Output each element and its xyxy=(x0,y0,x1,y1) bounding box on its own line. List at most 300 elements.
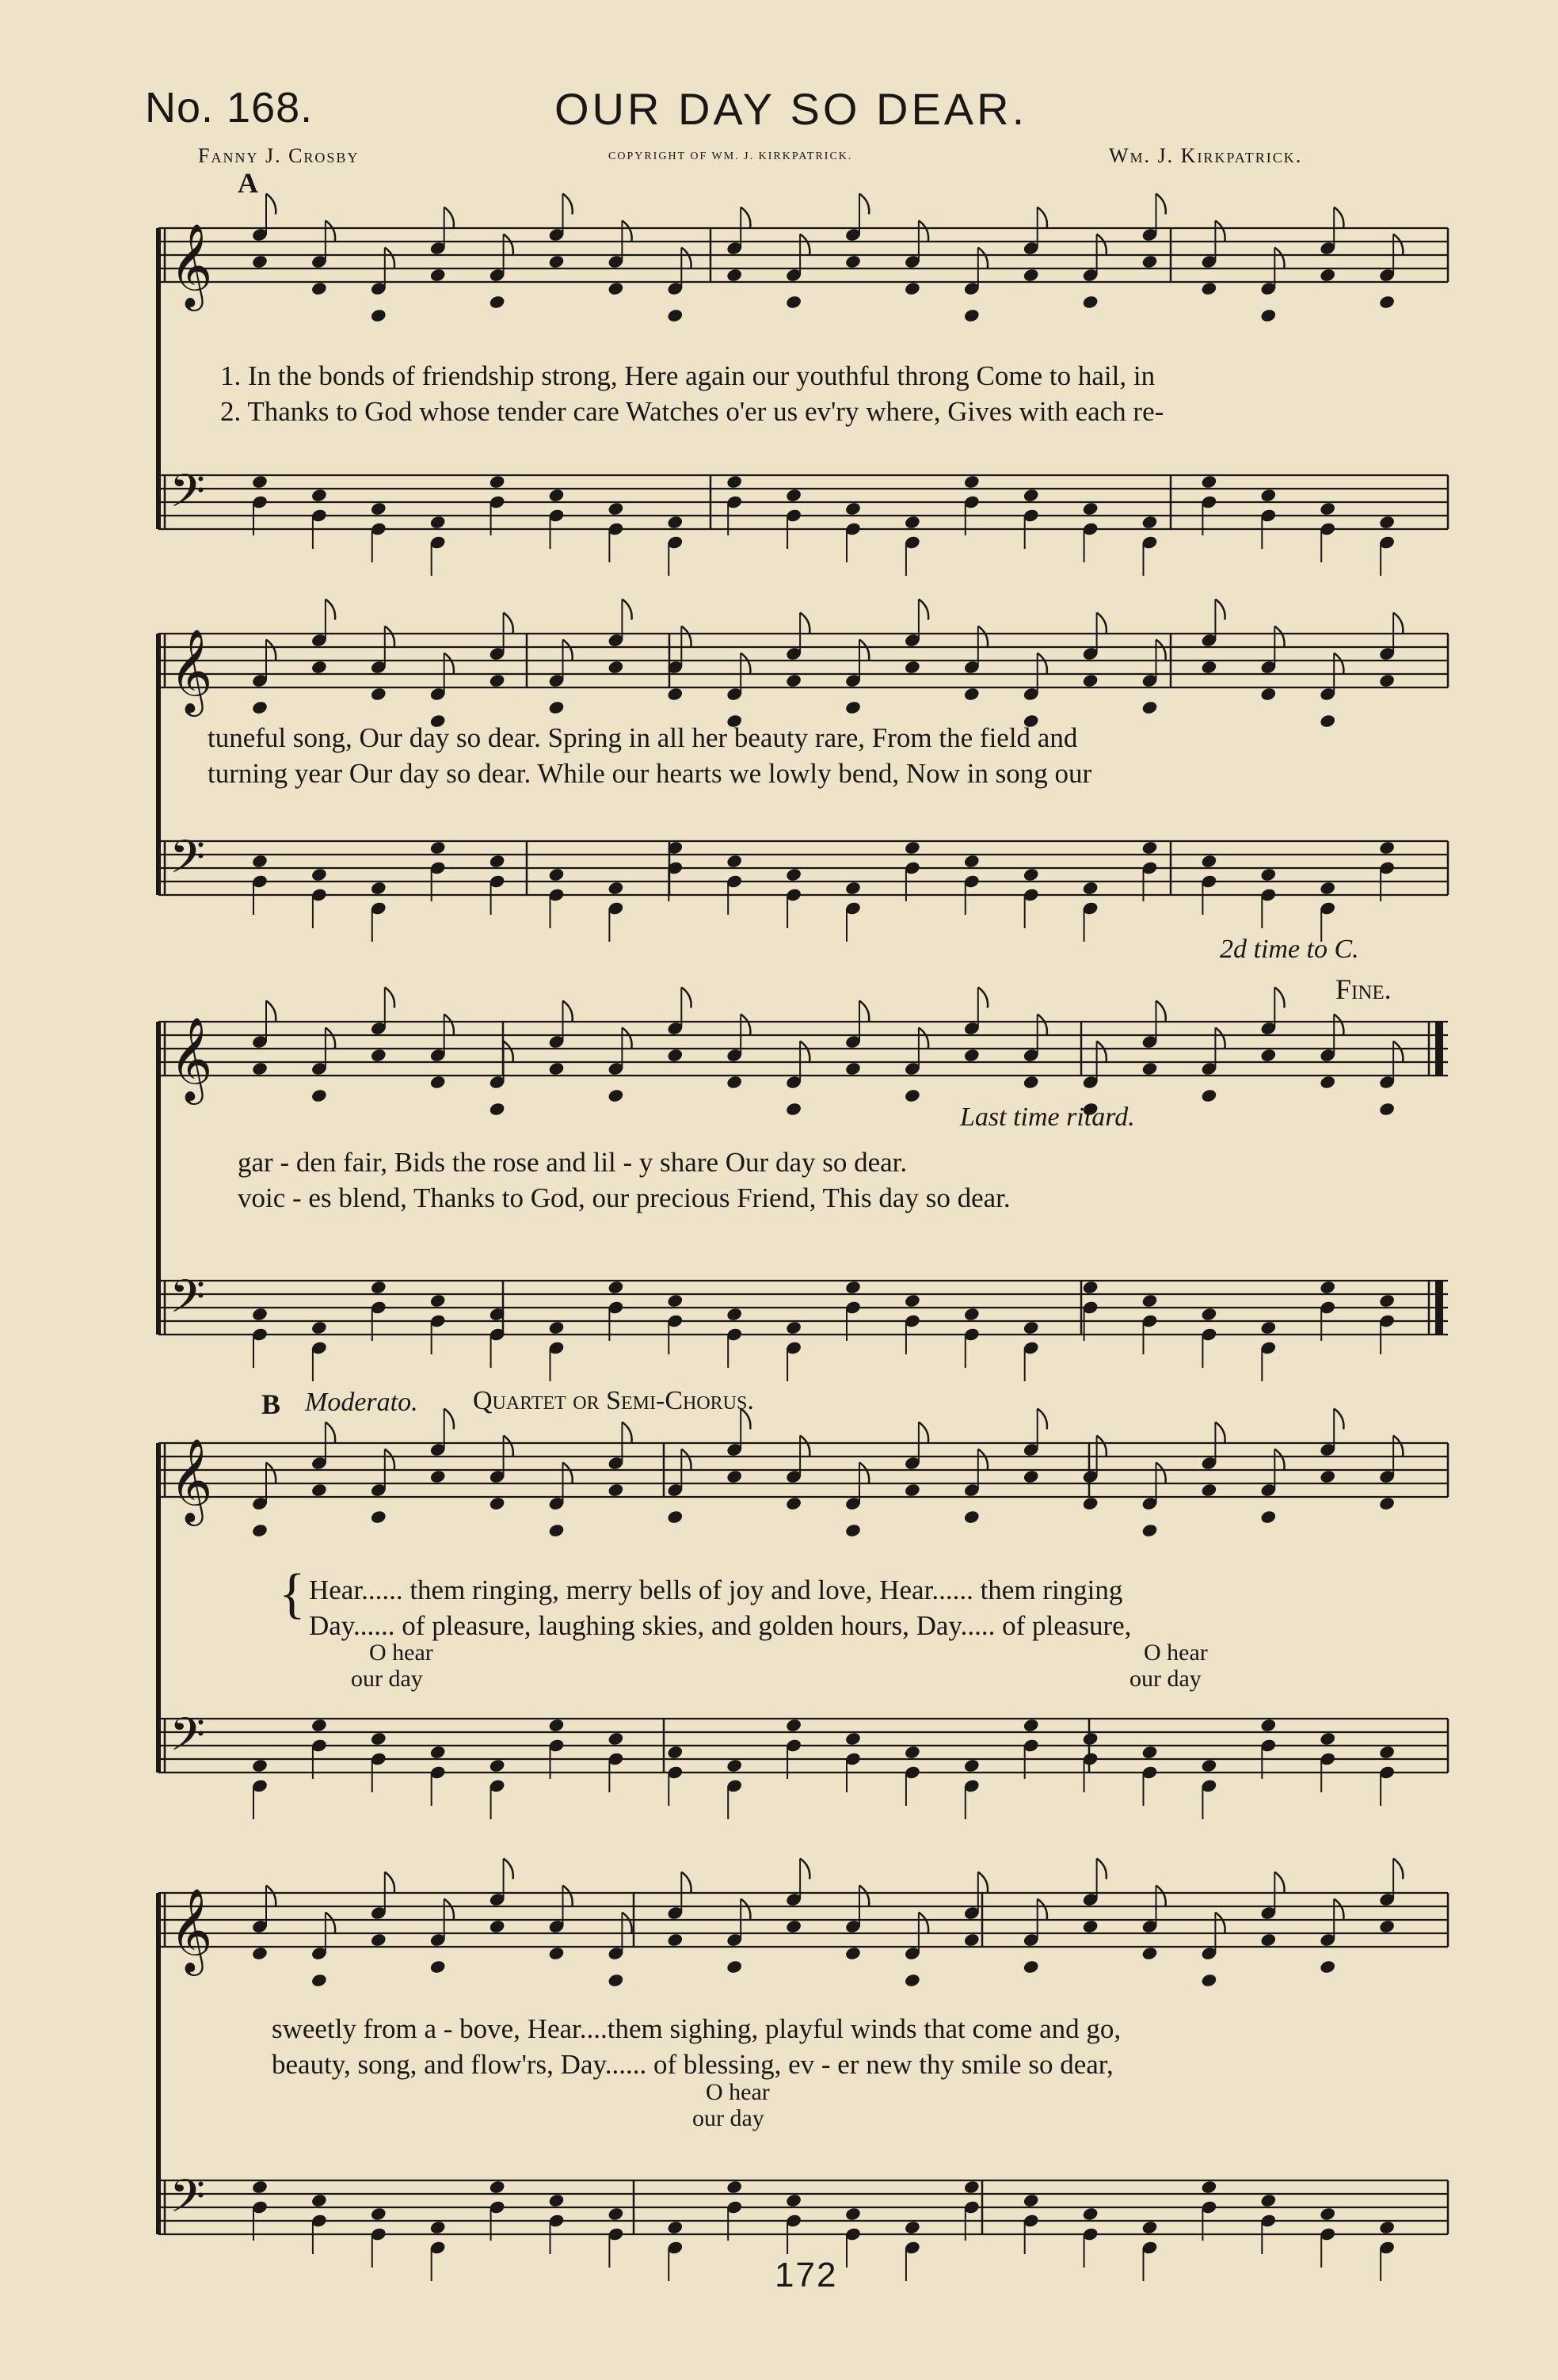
note-head xyxy=(904,515,921,530)
note-head xyxy=(251,854,269,869)
note-head xyxy=(548,1061,566,1076)
note-head xyxy=(310,867,328,882)
note-head xyxy=(904,1745,921,1760)
note-head xyxy=(1378,2220,1396,2235)
note-head xyxy=(608,501,625,516)
note-head xyxy=(1082,501,1099,516)
note-head xyxy=(251,2180,269,2195)
note-head xyxy=(489,295,506,310)
note-head xyxy=(844,2207,862,2222)
note-flag xyxy=(1215,1028,1225,1049)
note-head xyxy=(1141,700,1159,715)
note-head xyxy=(1319,2207,1336,2222)
note-head xyxy=(963,1510,981,1525)
note-head xyxy=(1378,673,1396,688)
note-flag xyxy=(622,221,631,242)
note-head xyxy=(370,308,387,323)
bass-clef-icon: 𝄢 xyxy=(170,2169,206,2234)
note-flag xyxy=(919,600,928,620)
note-head xyxy=(726,1758,743,1773)
note-head xyxy=(1082,295,1099,310)
lyric-line-5-verse-2: beauty, song, and flow'rs, Day...... of blessing, ev - er new thy smile so dear, xyxy=(272,2049,1114,2080)
note-head xyxy=(785,1919,802,1934)
note-flag xyxy=(1393,234,1403,255)
note-flag xyxy=(1274,248,1284,268)
note-head xyxy=(726,1307,743,1322)
note-head xyxy=(1259,488,1277,503)
note-head xyxy=(251,700,269,715)
note-head xyxy=(1082,881,1099,896)
note-flag xyxy=(622,1028,631,1049)
note-head xyxy=(785,1496,802,1511)
hymn-number: No. 168. xyxy=(145,84,314,131)
last-time-ritard: Last time ritard. xyxy=(960,1102,1135,1132)
lyric-line-4-verse-2: Day...... of pleasure, laughing skies, and golden hours, Day..... of pleasure, xyxy=(309,1610,1132,1641)
note-flag xyxy=(919,1028,928,1049)
note-head xyxy=(608,1731,625,1746)
note-head xyxy=(251,1061,269,1076)
note-flag xyxy=(1334,208,1343,228)
note-head xyxy=(1259,2193,1277,2208)
note-head xyxy=(1319,1959,1336,1974)
note-head xyxy=(429,1959,447,1974)
lyricist-credit: Fanny J. Crosby xyxy=(198,144,360,167)
note-head xyxy=(726,268,743,283)
note-head xyxy=(608,281,625,296)
note-flag xyxy=(978,626,988,647)
note-head xyxy=(844,881,862,896)
note-head xyxy=(1378,1102,1396,1117)
note-flag xyxy=(1215,1913,1225,1933)
note-head xyxy=(963,854,981,869)
note-flag xyxy=(1156,194,1166,215)
note-flag xyxy=(800,1041,809,1062)
note-head xyxy=(1082,2207,1099,2222)
note-flag xyxy=(1097,1859,1107,1879)
note-head xyxy=(785,867,802,882)
note-head xyxy=(370,881,387,896)
note-head xyxy=(429,1293,447,1308)
note-head xyxy=(310,660,328,675)
note-flag xyxy=(1274,988,1284,1008)
note-flag xyxy=(444,1409,454,1430)
note-head xyxy=(310,281,328,296)
note-head xyxy=(1023,1959,1040,1974)
note-head xyxy=(726,2180,743,2195)
note-head xyxy=(548,254,566,269)
note-flag xyxy=(444,1015,454,1035)
treble-clef-icon: 𝄞 xyxy=(170,1887,213,1972)
note-flag xyxy=(1334,653,1343,674)
note-head xyxy=(904,1088,921,1103)
note-head xyxy=(548,1320,566,1335)
note-flag xyxy=(504,234,513,255)
note-head xyxy=(1259,1048,1277,1063)
note-head xyxy=(785,295,802,310)
note-head xyxy=(608,1088,625,1103)
note-head xyxy=(370,1048,387,1063)
note-head xyxy=(429,1469,447,1484)
note-head xyxy=(370,1280,387,1295)
note-flag xyxy=(978,1872,988,1893)
note-head xyxy=(666,1510,684,1525)
bass-clef-icon: 𝄢 xyxy=(170,1270,206,1335)
note-head xyxy=(251,1307,269,1322)
bass-clef-icon: 𝄢 xyxy=(170,1708,206,1773)
note-head xyxy=(310,488,328,503)
treble-clef-icon: 𝄞 xyxy=(170,223,213,307)
note-head xyxy=(1141,2220,1159,2235)
note-flag xyxy=(1097,234,1107,255)
note-head xyxy=(963,1048,981,1063)
note-flag xyxy=(266,1463,276,1483)
note-head xyxy=(370,501,387,516)
tempo-marking: Moderato. xyxy=(305,1388,418,1417)
note-head xyxy=(1378,1496,1396,1511)
note-flag xyxy=(385,1872,394,1893)
echo-text: O hear xyxy=(706,2079,770,2105)
note-head xyxy=(370,1731,387,1746)
note-head xyxy=(1082,1496,1099,1511)
note-head xyxy=(1319,501,1336,516)
note-head xyxy=(1319,1075,1336,1090)
note-head xyxy=(963,1758,981,1773)
note-head xyxy=(1141,840,1159,855)
note-head xyxy=(1141,1946,1159,1961)
note-head xyxy=(1023,867,1040,882)
note-head xyxy=(548,1946,566,1961)
note-head xyxy=(844,254,862,269)
note-head xyxy=(1141,515,1159,530)
note-flag xyxy=(504,1436,513,1457)
note-head xyxy=(1259,308,1277,323)
note-head xyxy=(1319,268,1336,283)
note-head xyxy=(489,673,506,688)
note-flag xyxy=(444,1899,454,1920)
note-flag xyxy=(859,1463,869,1483)
note-head xyxy=(489,1102,506,1117)
bass-clef-icon: 𝄢 xyxy=(170,464,206,529)
note-head xyxy=(1023,1075,1040,1090)
note-head xyxy=(1319,1469,1336,1484)
lyric-line-2-verse-1: tuneful song, Our day so dear. Spring in all her beauty rare, From the field and xyxy=(208,722,1078,753)
note-head xyxy=(608,1483,625,1498)
note-flag xyxy=(326,1913,335,1933)
note-head xyxy=(726,1959,743,1974)
note-head xyxy=(726,1075,743,1090)
note-head xyxy=(904,660,921,675)
note-head xyxy=(489,474,506,489)
note-flag xyxy=(741,208,750,228)
note-flag xyxy=(1274,1449,1284,1470)
note-flag xyxy=(444,208,454,228)
note-flag xyxy=(919,221,928,242)
note-head xyxy=(844,1731,862,1746)
note-head xyxy=(963,474,981,489)
note-head xyxy=(548,1523,566,1538)
note-head xyxy=(370,1510,387,1525)
note-head xyxy=(370,687,387,702)
note-head xyxy=(904,2220,921,2235)
note-head xyxy=(1259,1510,1277,1525)
note-head xyxy=(1201,1973,1218,1988)
composer-credit: Wm. J. Kirkpatrick. xyxy=(1109,144,1303,167)
note-head xyxy=(251,1523,269,1538)
note-head xyxy=(1201,1483,1218,1498)
note-head xyxy=(251,1758,269,1773)
note-head xyxy=(548,700,566,715)
note-flag xyxy=(1156,1001,1166,1022)
note-head xyxy=(548,1718,566,1733)
note-flag xyxy=(385,248,394,268)
note-flag xyxy=(741,1015,750,1035)
note-flag xyxy=(1215,1422,1225,1443)
lyric-line-5-verse-1: sweetly from a - bove, Hear....them sighing, playful winds that come and go, xyxy=(272,2013,1122,2044)
note-head xyxy=(429,840,447,855)
note-flag xyxy=(1334,1015,1343,1035)
note-head xyxy=(785,1102,802,1117)
note-head xyxy=(608,881,625,896)
note-head xyxy=(844,1280,862,1295)
note-head xyxy=(844,1523,862,1538)
note-head xyxy=(1319,881,1336,896)
note-head xyxy=(1082,1731,1099,1746)
note-head xyxy=(1201,1758,1218,1773)
note-head xyxy=(1141,1061,1159,1076)
note-head xyxy=(666,687,684,702)
note-head xyxy=(310,1718,328,1733)
note-flag xyxy=(741,653,750,674)
echo-text: our day xyxy=(1129,1666,1202,1692)
note-head xyxy=(1259,687,1277,702)
note-head xyxy=(904,840,921,855)
note-head xyxy=(310,1320,328,1335)
note-head xyxy=(726,854,743,869)
note-head xyxy=(1023,1718,1040,1733)
note-head xyxy=(963,1933,981,1948)
note-flag xyxy=(385,626,394,647)
note-head xyxy=(785,2193,802,2208)
note-flag xyxy=(622,1913,631,1933)
note-head xyxy=(1141,1745,1159,1760)
note-head xyxy=(963,2180,981,2195)
note-head xyxy=(1201,854,1218,869)
note-flag xyxy=(1097,1041,1107,1062)
note-flag xyxy=(504,1041,513,1062)
performance-direction: Quartet or Semi-Chorus. xyxy=(473,1386,754,1415)
note-head xyxy=(1023,1320,1040,1335)
note-head xyxy=(726,474,743,489)
note-flag xyxy=(1038,1409,1047,1430)
note-flag xyxy=(978,1449,988,1470)
note-flag xyxy=(1334,1899,1343,1920)
note-head xyxy=(1201,660,1218,675)
note-head xyxy=(1319,1280,1336,1295)
note-head xyxy=(1201,2180,1218,2195)
note-head xyxy=(370,2207,387,2222)
note-head xyxy=(666,2220,684,2235)
note-head xyxy=(489,1496,506,1511)
note-head xyxy=(310,1483,328,1498)
page-number: 172 xyxy=(775,2256,838,2294)
note-head xyxy=(904,1973,921,1988)
note-flag xyxy=(1038,653,1047,674)
note-flag xyxy=(1393,613,1403,634)
note-head xyxy=(963,308,981,323)
note-head xyxy=(489,1919,506,1934)
note-head xyxy=(1201,1088,1218,1103)
note-head xyxy=(608,1280,625,1295)
note-head xyxy=(785,488,802,503)
note-head xyxy=(310,1088,328,1103)
note-head xyxy=(548,488,566,503)
note-flag xyxy=(444,653,454,674)
note-flag xyxy=(1097,613,1107,634)
note-head xyxy=(844,1061,862,1076)
note-flag xyxy=(1274,1872,1284,1893)
note-flag xyxy=(859,1886,869,1906)
note-flag xyxy=(266,640,276,661)
note-head xyxy=(1201,474,1218,489)
note-head xyxy=(251,1946,269,1961)
note-flag xyxy=(859,1001,869,1022)
note-head xyxy=(548,2193,566,2208)
echo-text: O hear xyxy=(1144,1639,1208,1666)
echo-text: O hear xyxy=(369,1639,433,1666)
note-flag xyxy=(504,613,513,634)
note-flag xyxy=(1038,1899,1047,1920)
treble-clef-icon: 𝄞 xyxy=(170,628,213,713)
note-head xyxy=(608,660,625,675)
note-flag xyxy=(1215,221,1225,242)
note-flag xyxy=(800,234,809,255)
note-flag xyxy=(978,988,988,1008)
note-head xyxy=(1201,281,1218,296)
note-head xyxy=(726,1469,743,1484)
note-head xyxy=(1378,1919,1396,1934)
note-head xyxy=(608,1973,625,1988)
note-flag xyxy=(681,248,691,268)
note-flag xyxy=(859,640,869,661)
note-head xyxy=(666,1933,684,1948)
note-flag xyxy=(1156,1886,1166,1906)
note-flag xyxy=(859,194,869,215)
note-flag xyxy=(681,626,691,647)
note-head xyxy=(1141,1293,1159,1308)
lyric-line-3-verse-2: voic - es blend, Thanks to God, our precious Friend, This day so dear. xyxy=(238,1182,1011,1213)
note-flag xyxy=(1393,1436,1403,1457)
note-flag xyxy=(800,1436,809,1457)
bass-clef-icon: 𝄢 xyxy=(170,830,206,895)
treble-clef-icon: 𝄞 xyxy=(170,1016,213,1101)
note-head xyxy=(1201,1307,1218,1322)
lyric-line-1-verse-2: 2. Thanks to God whose tender care Watches o'er us ev'ry where, Gives with each re- xyxy=(220,396,1164,427)
note-head xyxy=(963,1307,981,1322)
note-head xyxy=(1141,1523,1159,1538)
echo-text: our day xyxy=(351,1666,423,1692)
note-head xyxy=(666,308,684,323)
note-head xyxy=(608,2207,625,2222)
note-head xyxy=(548,867,566,882)
note-flag xyxy=(1393,1041,1403,1062)
note-flag xyxy=(681,1449,691,1470)
note-flag xyxy=(1393,1859,1403,1879)
note-head xyxy=(310,1973,328,1988)
note-head xyxy=(785,1320,802,1335)
note-flag xyxy=(266,1001,276,1022)
note-head xyxy=(844,501,862,516)
note-flag xyxy=(1274,626,1284,647)
note-head xyxy=(785,673,802,688)
note-flag xyxy=(681,1872,691,1893)
note-head xyxy=(1319,714,1336,729)
note-head xyxy=(489,1758,506,1773)
note-flag xyxy=(563,1001,573,1022)
note-flag xyxy=(1215,600,1225,620)
note-flag xyxy=(563,194,573,215)
note-head xyxy=(1259,1320,1277,1335)
note-head xyxy=(666,515,684,530)
note-flag xyxy=(326,221,335,242)
note-flag xyxy=(622,600,631,620)
lyric-line-1-verse-1: 1. In the bonds of friendship strong, Here again our youthful throng Come to hail, in xyxy=(220,360,1156,391)
note-head xyxy=(251,254,269,269)
note-head xyxy=(904,1293,921,1308)
note-flag xyxy=(919,1422,928,1443)
note-head xyxy=(844,1946,862,1961)
final-barline xyxy=(1435,1281,1443,1335)
note-head xyxy=(1259,1718,1277,1733)
note-flag xyxy=(622,1422,631,1443)
note-flag xyxy=(385,988,394,1008)
note-head xyxy=(1259,867,1277,882)
note-flag xyxy=(681,988,691,1008)
final-barline xyxy=(1435,1022,1443,1076)
note-head xyxy=(429,515,447,530)
lyric-line-4-verse-1: Hear...... them ringing, merry bells of joy and love, Hear...... them ringing xyxy=(309,1575,1123,1605)
note-head xyxy=(1023,488,1040,503)
note-head xyxy=(1082,1280,1099,1295)
echo-text: our day xyxy=(692,2105,764,2131)
note-head xyxy=(844,700,862,715)
copyright-notice: COPYRIGHT OF WM. J. KIRKPATRICK. xyxy=(608,150,853,162)
note-head xyxy=(1378,1745,1396,1760)
note-flag xyxy=(1038,208,1047,228)
note-flag xyxy=(978,248,988,268)
note-head xyxy=(1378,295,1396,310)
fine-marking: Fine. xyxy=(1335,973,1392,1005)
note-flag xyxy=(563,640,573,661)
note-flag xyxy=(326,600,335,620)
note-head xyxy=(429,1075,447,1090)
note-head xyxy=(489,854,506,869)
note-head xyxy=(904,281,921,296)
treble-clef-icon: 𝄞 xyxy=(170,1438,213,1522)
hymn-title: OUR DAY SO DEAR. xyxy=(554,84,1028,134)
note-flag xyxy=(1156,1463,1166,1483)
note-head xyxy=(1378,840,1396,855)
note-head xyxy=(1378,515,1396,530)
section-label-b: B xyxy=(261,1388,281,1420)
note-head xyxy=(429,2220,447,2235)
note-flag xyxy=(1097,1436,1107,1457)
note-head xyxy=(963,687,981,702)
note-flag xyxy=(741,1899,750,1920)
note-head xyxy=(1082,673,1099,688)
note-head xyxy=(489,2180,506,2195)
note-flag xyxy=(563,1886,573,1906)
note-head xyxy=(429,1745,447,1760)
